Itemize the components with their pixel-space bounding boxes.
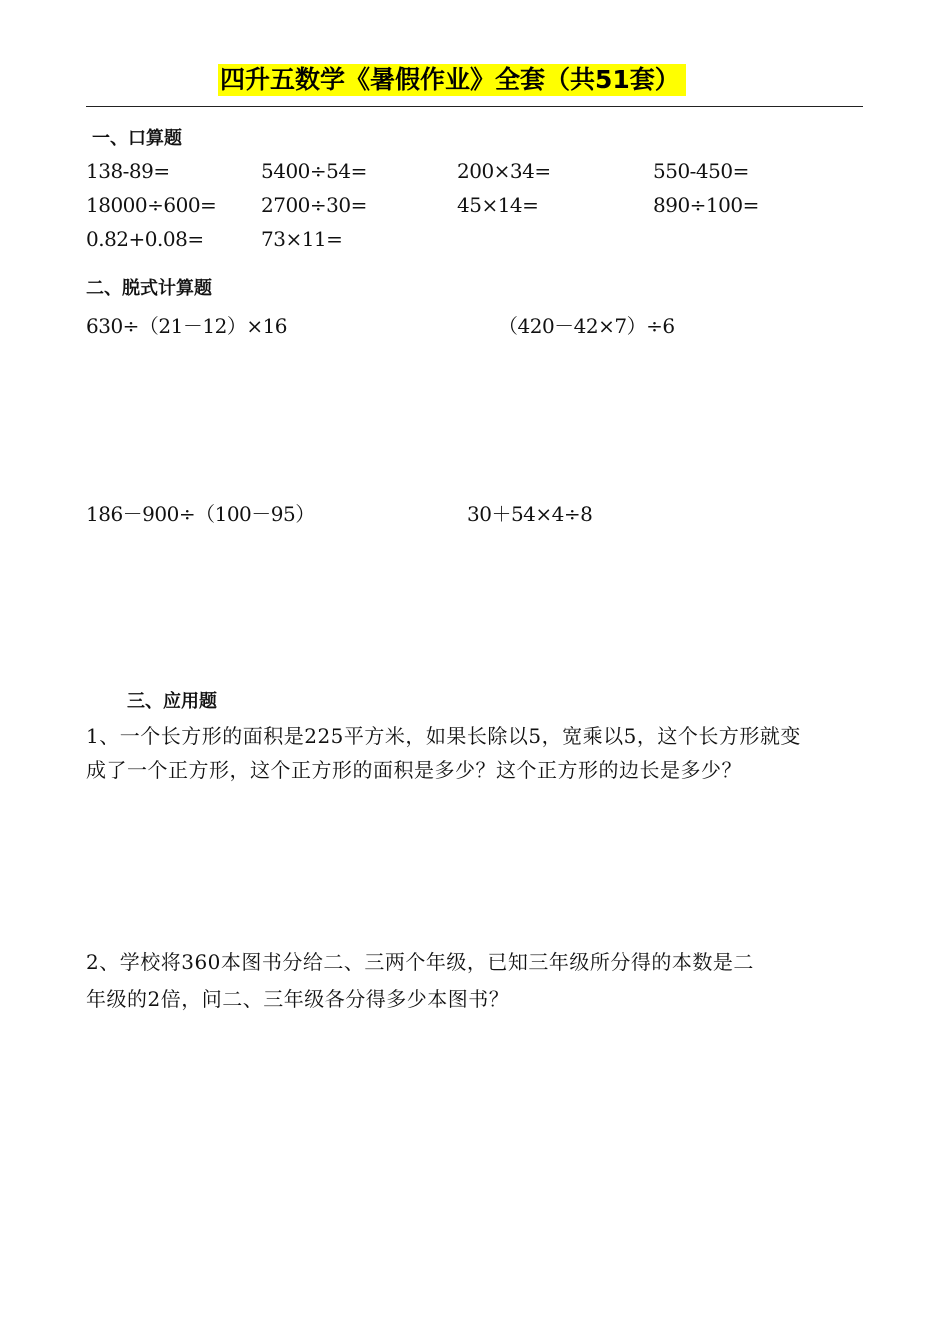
- steps-item: 30＋54×4÷8: [467, 502, 593, 526]
- word-problem-line: 年级的2倍，问二、三年级各分得多少本图书？: [86, 987, 510, 1011]
- oral-item: 200×34=: [457, 159, 551, 183]
- section-heading-word: 三、应用题: [127, 691, 217, 712]
- oral-item: 138-89=: [86, 159, 170, 183]
- word-problem-line: 成了一个正方形，这个正方形的面积是多少？这个正方形的边长是多少？: [86, 758, 742, 782]
- oral-item: 550-450=: [653, 159, 749, 183]
- steps-item: 186－900÷（100－95）: [86, 502, 315, 526]
- oral-item: 2700÷30=: [261, 193, 367, 217]
- word-problem-line: 1、一个长方形的面积是225平方米，如果长除以5，宽乘以5，这个长方形就变: [86, 724, 801, 748]
- section-heading-steps: 二、脱式计算题: [86, 278, 212, 299]
- word-problem-line: 2、学校将360本图书分给二、三两个年级，已知三年级所分得的本数是二: [86, 950, 754, 974]
- section-heading-oral: 一、口算题: [92, 128, 182, 149]
- title-divider: [86, 106, 863, 107]
- oral-item: 0.82+0.08=: [86, 227, 204, 251]
- oral-item: 73×11=: [261, 227, 343, 251]
- oral-item: 890÷100=: [653, 193, 759, 217]
- oral-item: 18000÷600=: [86, 193, 217, 217]
- steps-item: （420－42×7）÷6: [498, 314, 675, 338]
- oral-item: 45×14=: [457, 193, 539, 217]
- oral-item: 5400÷54=: [261, 159, 367, 183]
- page-title: 四升五数学《暑假作业》全套（共51套）: [218, 64, 686, 96]
- steps-item: 630÷（21－12）×16: [86, 314, 288, 338]
